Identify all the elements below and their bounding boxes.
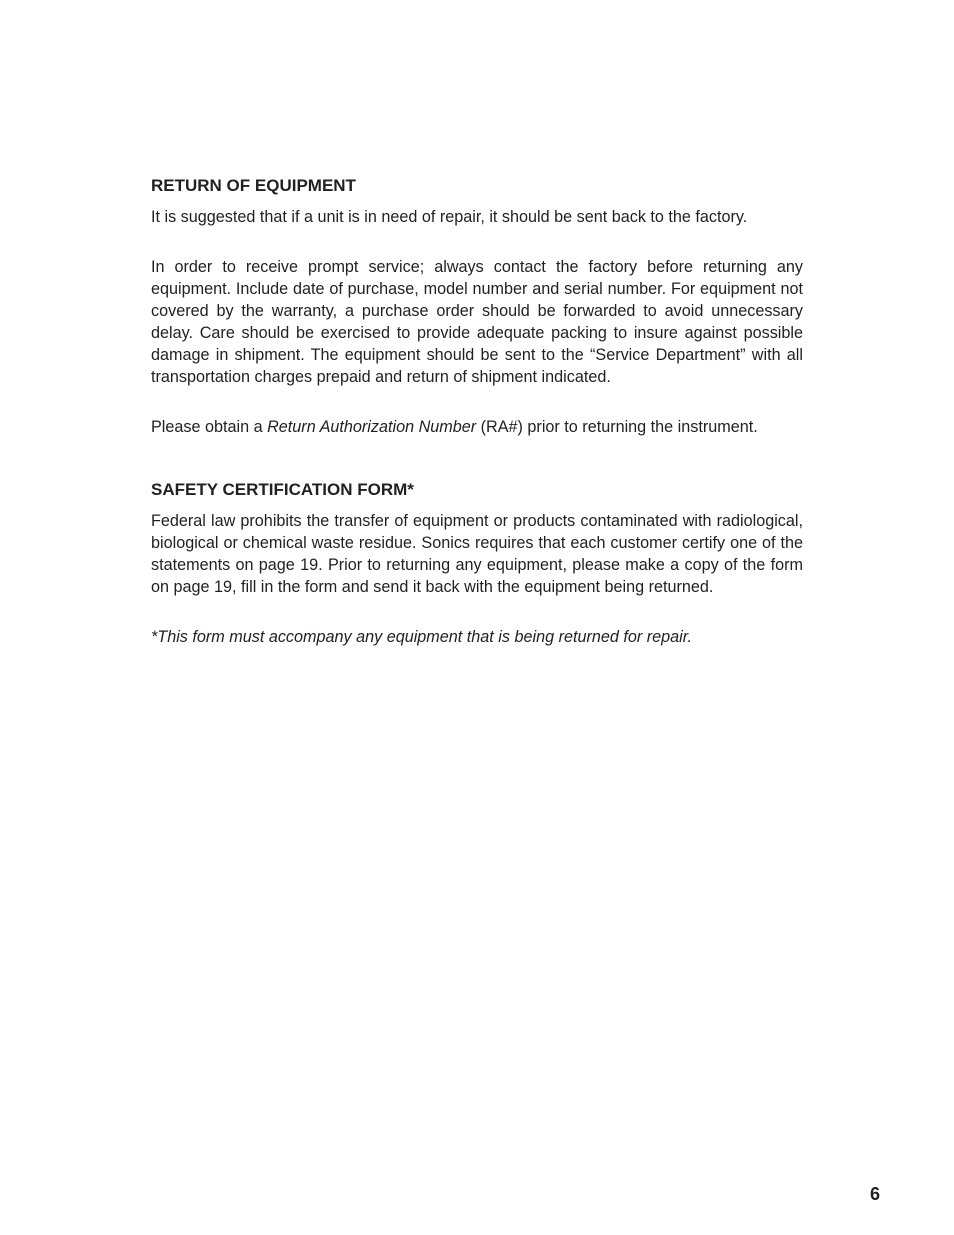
ra-number-term: Return Authorization Number bbox=[267, 418, 477, 436]
return-paragraph-2: In order to receive prompt service; always contact the factory before returning any equipment. Include date of purchase, model number and serial number. For equipment not covered by the warranty, a purchase order should be forwarded to avoid unnecessary delay. Care should be exercised to provide adequate packing to insure against possible damage in shipment. The equipment should be sent to the “Service Department” with all transportation charges prepaid and return of shipment indicated. bbox=[151, 258, 803, 386]
return-of-equipment-heading: RETURN OF EQUIPMENT bbox=[151, 176, 356, 195]
return-paragraph-1: It is suggested that if a unit is in need of repair, it should be sent back to the factory. bbox=[151, 208, 748, 226]
safety-certification-heading: SAFETY CERTIFICATION FORM* bbox=[151, 480, 414, 499]
ra-prefix-text: Please obtain a bbox=[151, 418, 268, 436]
safety-footnote: *This form must accompany any equipment that is being returned for repair. bbox=[151, 628, 693, 646]
section-spacer bbox=[151, 438, 803, 479]
document-body bbox=[151, 175, 803, 648]
safety-paragraph-1: Federal law prohibits the transfer of equipment or products contaminated with radiological, biological or chemical waste residue. Sonics requires that each customer certify one of the statements on page 19. Prior to returning any equipment, please make a copy of the form on page 19, fill in the form and send it back with the equipment being returned. bbox=[151, 512, 803, 596]
ra-suffix-text: (RA#) prior to returning the instrument. bbox=[476, 418, 758, 436]
return-paragraph-3 bbox=[151, 416, 803, 438]
page-number: 6 bbox=[869, 1184, 880, 1204]
